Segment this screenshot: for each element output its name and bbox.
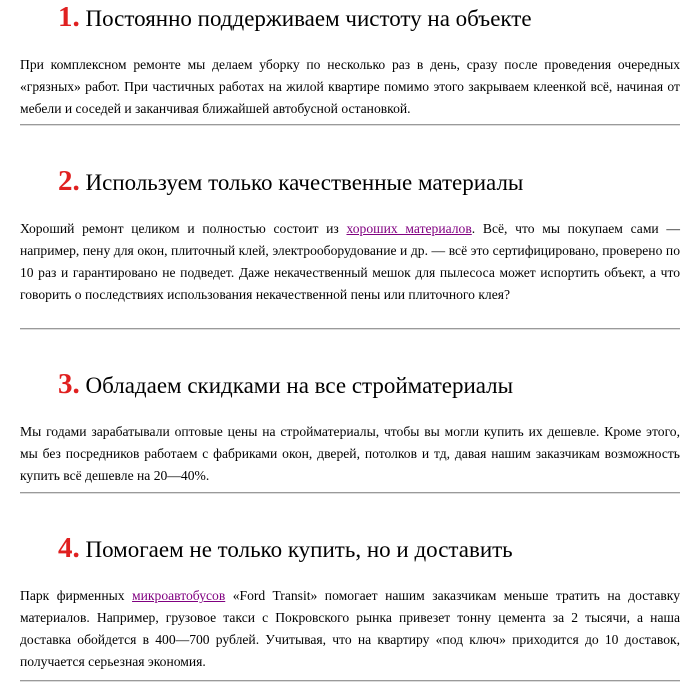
section-4-heading (20, 533, 680, 565)
divider-1 (20, 124, 680, 126)
section-3-number: 3. (58, 368, 80, 400)
section-1-number: 1. (58, 1, 80, 33)
section-4-text (20, 585, 680, 673)
section-1 (20, 2, 680, 120)
divider-2 (20, 328, 680, 330)
section-1-text: При комплексном ремонте мы делаем уборку по несколько раз в день, сразу после проведения очередных «грязных» работ. При частичных работах на жилой квартире помимо этого закрываем клеенкой всё, начиная от мебели и соседей и заканчивая ближайшей автобусной остановкой. (20, 57, 680, 116)
section-2 (20, 166, 680, 306)
divider-3 (20, 492, 680, 494)
section-3 (20, 369, 680, 487)
section-1-title: Постоянно поддерживаем чистоту на объекте (85, 6, 532, 31)
section-1-heading (20, 2, 680, 34)
section-4 (20, 533, 680, 673)
section-2-number: 2. (58, 165, 80, 197)
divider-4 (20, 680, 680, 682)
section-2-text-before: Хороший ремонт целиком и полностью состоит из (20, 221, 347, 236)
section-3-text: Мы годами зарабатывали оптовые цены на стройматериалы, чтобы вы могли купить их дешевле. Кроме этого, мы без посредников работаем с фабриками окон, дверей, потолков и тд, давая нашим заказчикам возможность купить всё дешевле на 20—40%. (20, 424, 680, 483)
section-2-link-good-materials[interactable]: хороших материалов (346, 221, 472, 236)
section-4-title: Помогаем не только купить, но и доставить (85, 537, 513, 562)
section-2-text-after: . Всё, что мы покупаем сами — например, пену для окон, плиточный клей, электрооборудование и др. — всё это сертифицировано, проверено по 10 раз и гарантировано не подведет. Даже некачественный мешок для пылесоса может испортить объект, а что говорить о последствиях использования некачественной пены или плиточного клея? (20, 221, 680, 302)
section-2-heading (20, 166, 680, 198)
section-3-heading (20, 369, 680, 401)
section-4-number: 4. (58, 532, 80, 564)
section-2-title: Используем только качественные материалы (85, 170, 524, 195)
section-2-text (20, 218, 680, 306)
section-4-text-before: Парк фирменных (20, 588, 133, 603)
section-4-text-after: «Ford Transit» помогает нашим заказчикам меньше тратить на доставку материалов. Например, грузовое такси с Покровского рынка привезет тонну цемента за 2 тысячи, а наша доставка обойдется в 400—700 рублей. Учитывая, что на квартиру «под ключ» приходится до 10 доставок, получается серьезная экономия. (20, 588, 681, 669)
section-3-title: Обладаем скидками на все стройматериалы (85, 373, 514, 398)
section-4-link-minibuses[interactable]: микроавтобусов (132, 588, 226, 603)
